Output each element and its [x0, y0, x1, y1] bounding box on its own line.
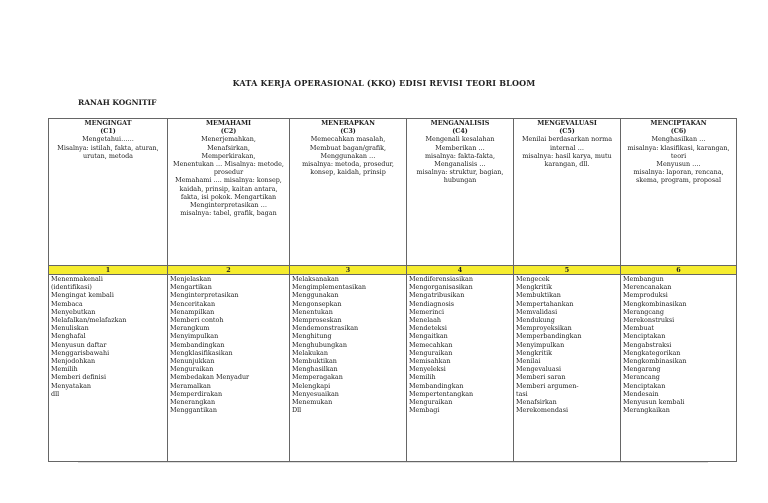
verb-item: Merancang: [623, 373, 660, 382]
verb-item: Menghasilkan: [292, 365, 338, 374]
section-label: RANAH KOGNITIF: [78, 98, 157, 107]
verb-item: Menguraikan: [170, 365, 214, 374]
verb-item: Mengkritik: [516, 348, 552, 357]
verb-list-cell: [514, 275, 621, 462]
level-header-cell: [621, 119, 737, 266]
verb-item: Menenmakenali: [51, 275, 103, 283]
level-description: Mengetahui…… Misalnya: istilah, fakta, aturan, urutan, metoda: [57, 135, 159, 160]
level-header-row: [49, 119, 737, 266]
verb-list-cell: [407, 275, 514, 462]
verb-item: Memerinci: [409, 307, 445, 316]
level-name: MEMAHAMI: [205, 119, 252, 127]
verb-item: Menyesuaikan: [292, 389, 339, 398]
verb-item: Menghafal: [51, 332, 86, 341]
level-number: 3: [290, 266, 407, 275]
verb-item: Mengkategorikan: [623, 348, 681, 357]
verb-item: Menginterpretasikan: [170, 291, 239, 300]
verb-item: Memperbandingkan: [516, 332, 582, 341]
verb-item: Menafsirkan: [516, 398, 557, 407]
verb-item: Memperdirakan: [170, 389, 223, 398]
verb-item: Menyatakan: [51, 381, 92, 390]
verb-item: Memproduksi: [623, 291, 668, 300]
verb-item: Mengonsepkan: [292, 299, 342, 308]
verb-item: Melengkapi: [292, 381, 331, 390]
verb-item: Memproseskan: [292, 316, 342, 325]
verb-item: Menyusun daftar: [51, 340, 107, 349]
verb-item: Mengabstraksi: [623, 340, 672, 349]
verb-item: Memberi contoh: [170, 316, 224, 325]
verb-item: Menggantikan: [170, 406, 217, 415]
verb-list-cell: [290, 275, 407, 462]
verb-item: Mengimplementasikan: [292, 283, 367, 292]
verb-item: Merangkum: [170, 324, 210, 333]
verb-item: Membedakan Menyadur: [170, 373, 250, 382]
level-number: 1: [49, 266, 168, 275]
level-name: MENGANALISIS: [430, 119, 490, 127]
verb-item: Mengatribusikan: [409, 291, 465, 300]
verb-item: Merangcang: [623, 307, 664, 316]
verb-item: Menjelaskan: [170, 275, 212, 283]
level-number: 5: [514, 266, 621, 275]
level-number: 2: [168, 266, 290, 275]
verb-item: Dll: [292, 406, 302, 415]
verb-item: (identifikasi): [51, 283, 92, 292]
level-header-cell: [290, 119, 407, 266]
verb-item: Memilih: [409, 373, 436, 382]
verb-item: Mengklasifikasikan: [170, 348, 233, 357]
level-name: MENCIPTAKAN: [650, 119, 707, 127]
verb-item: Mengecek: [516, 275, 550, 283]
verb-item: Memilih: [51, 365, 78, 374]
document-title: KATA KERJA OPERASIONAL (KKO) EDISI REVISI TEORI BLOOM: [232, 78, 536, 88]
verb-item: Membandingkan: [170, 340, 225, 349]
level-header-cell: [514, 119, 621, 266]
verb-item: Memecahkan: [409, 340, 453, 349]
verb-item: Merangkaikan: [623, 406, 670, 415]
level-number: 4: [407, 266, 514, 275]
verb-item: Mengartikan: [170, 283, 212, 292]
level-header-cell: [168, 119, 290, 266]
verb-item: Membuktikan: [292, 357, 337, 366]
verb-item: Mendiagnosis: [409, 299, 455, 308]
verb-item: Menguraikan: [409, 398, 453, 407]
level-code: (C1): [100, 127, 116, 136]
verb-item: Mendemonstrasikan: [292, 324, 359, 333]
verb-item: Membuktikan: [516, 291, 561, 300]
verb-item: Menelaah: [409, 316, 442, 325]
verb-item: Menentukan: [292, 307, 333, 316]
verb-item: Melafalkan/melafazkan: [51, 316, 127, 325]
verb-item: Membaca: [51, 299, 83, 308]
verb-item: Membandingkan: [409, 381, 464, 390]
verb-item: Menciptakan: [623, 332, 666, 341]
verb-list-cell: [621, 275, 737, 462]
level-description: Memecahkan masalah, Membuat bagan/grafik, Menggunakan … misalnya: metoda, prosedur, konsep, kaidah, prinsip: [302, 135, 394, 177]
level-code: (C6): [670, 127, 687, 136]
verb-item: Menyebutkan: [51, 307, 96, 316]
level-code: (C4): [452, 127, 468, 136]
verb-item: Menguraikan: [409, 348, 453, 357]
verb-item: Memberi saran: [516, 373, 566, 382]
verb-item: Mengarang: [623, 365, 661, 374]
verb-item: Mengkombinasikan: [623, 299, 687, 308]
verb-item: Menampilkan: [170, 307, 215, 316]
verb-item: Menerangkan: [170, 398, 216, 407]
verb-item: Menghitung: [292, 332, 332, 341]
verb-item: Menunjukkan: [170, 357, 215, 366]
verb-item: Membangun: [623, 275, 664, 283]
verb-item: Merekonstruksi: [623, 316, 675, 325]
verb-item: Menyimpulkan: [516, 340, 565, 349]
level-description: Menghasilkan … misalnya: klasifikasi, karangan, teori Menyusun …. misalnya: laporan, rencana, skema, program, proposal: [627, 135, 730, 185]
level-number: 6: [621, 266, 737, 275]
level-code: (C5): [559, 127, 575, 136]
verb-item: Memisahkan: [409, 357, 451, 366]
level-description: Menerjemahkan, Menafsirkan, Memperkirakan, Menentukan … Misalnya: metode, prosedur Memahami …. misalnya: konsep, kaidah, prinsip, kaitan antara, fakta, isi pokok. Mengartikan Menginterpretasikan … misalnya: tabel, grafik, bagan: [173, 135, 284, 218]
verb-item: Menggarisbawahi: [51, 348, 110, 357]
verb-item: Melakukan: [292, 348, 328, 357]
verb-item: Menggunakan: [292, 291, 339, 300]
verb-item: Menyusun kembali: [623, 398, 685, 407]
verb-item: Memvalidasi: [516, 307, 558, 316]
verb-item: Menceritakan: [170, 299, 216, 308]
divider: [78, 462, 708, 463]
level-header-cell: [49, 119, 168, 266]
verb-item: Menghubungkan: [292, 340, 347, 349]
verb-item: Mempertahankan: [516, 299, 574, 308]
verb-item: Mengkombinasikan: [623, 357, 687, 366]
verb-item: Mengevaluasi: [516, 365, 562, 374]
verb-item: Menyeleksi: [409, 365, 446, 374]
verb-item: Memperagakan: [292, 373, 343, 382]
verb-item: Membuat: [623, 324, 654, 333]
level-name: MENGINGAT: [84, 119, 132, 127]
verb-item: Mendiferensiasikan: [409, 275, 473, 283]
verb-item: Memberi definisi: [51, 373, 107, 382]
verb-list-cell: [168, 275, 290, 462]
level-name: MENGEVALUASI: [537, 119, 597, 127]
level-description: Menilai berdasarkan norma internal … misalnya: hasil karya, mutu karangan, dll.: [521, 135, 613, 169]
verb-item: dll: [51, 389, 60, 398]
verb-list-row: [49, 275, 737, 462]
level-code: (C2): [220, 127, 237, 136]
verb-item: Mendukung: [516, 316, 555, 325]
verb-item: Mendeteksi: [409, 324, 447, 333]
verb-item: Mengkritik: [516, 283, 552, 292]
verb-item: Menilai: [516, 357, 541, 366]
level-description: Mengenali kesalahan Memberikan … misalnya: fakta-fakta, Menganalisis … misalnya: struktur, bagian, hubungan: [416, 135, 504, 185]
verb-item: Menyimpulkan: [170, 332, 219, 341]
verb-item: Membagi: [409, 406, 440, 415]
level-number-row: [49, 266, 737, 275]
verb-item: Menjodohkan: [51, 357, 96, 366]
verb-item: Menciptakan: [623, 381, 666, 390]
verb-item: Meramalkan: [170, 381, 211, 390]
level-code: (C3): [340, 127, 356, 136]
verb-item: tasi: [516, 389, 528, 398]
verb-item: Melaksanakan: [292, 275, 339, 283]
verb-item: Merekomendasi: [516, 406, 569, 415]
verb-item: Mengaitkan: [409, 332, 448, 341]
verb-item: Mempertentangkan: [409, 389, 474, 398]
level-header-cell: [407, 119, 514, 266]
verb-item: Mengorganisasikan: [409, 283, 473, 292]
verb-list-cell: [49, 275, 168, 462]
verb-item: Menuliskan: [51, 324, 89, 333]
verb-item: Merencanakan: [623, 283, 672, 292]
verb-item: Memproyeksikan: [516, 324, 572, 333]
level-name: MENERAPKAN: [321, 119, 375, 127]
verb-item: Memberi argumen-: [516, 381, 579, 390]
verb-item: Mengingat kembali: [51, 291, 114, 300]
kko-table: [48, 118, 737, 462]
verb-item: Mendesain: [623, 389, 659, 398]
verb-item: Menemukan: [292, 398, 333, 407]
